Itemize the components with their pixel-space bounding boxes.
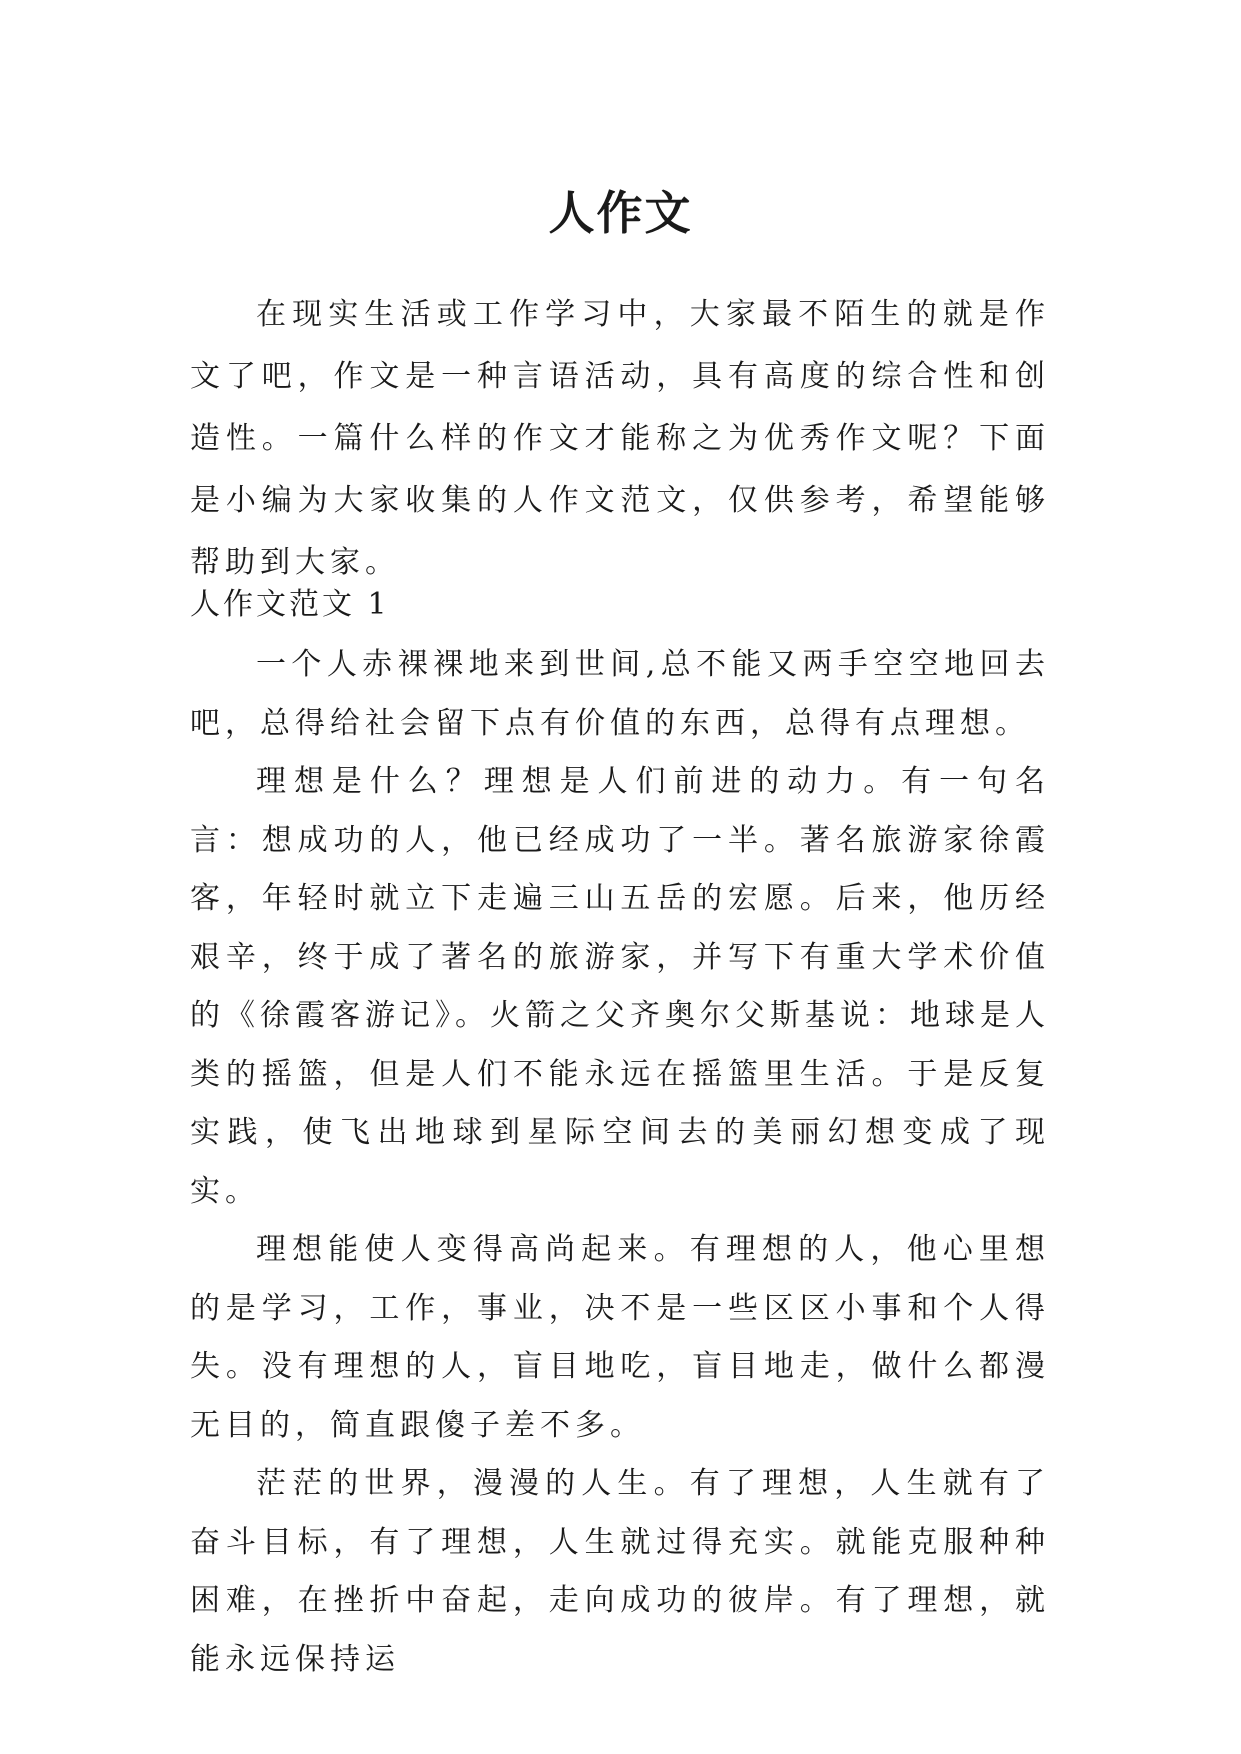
section-heading: 人作文范文 1: [190, 587, 390, 622]
body-paragraph: 理想能使人变得高尚起来。有理想的人，他心里想的是学习，工作，事业，决不是一些区区小事和个人得失。没有理想的人，盲目地吃，盲目地走，做什么都漫无目的，简直跟傻子差不多。: [190, 1232, 1050, 1443]
body-paragraph: 理想是什么？理想是人们前进的动力。有一句名言：想成功的人，他已经成功了一半。著名旅游家徐霞客，年轻时就立下走遍三山五岳的宏愿。后来，他历经艰辛，终于成了著名的旅游家，并写下有重大学术价值的《徐霞客游记》。火箭之父齐奥尔父斯基说：地球是人类的摇篮，但是人们不能永远在摇篮里生活。于是反复实践，使飞出地球到星际空间去的美丽幻想变成了现实。: [190, 764, 1050, 1209]
document-title: 人作文: [548, 185, 693, 240]
body-paragraph: 茫茫的世界，漫漫的人生。有了理想，人生就有了奋斗目标，有了理想，人生就过得充实。就能克服种种困难，在挫折中奋起，走向成功的彼岸。有了理想，就能永远保持运: [190, 1466, 1050, 1677]
intro-paragraph: 在现实生活或工作学习中，大家最不陌生的就是作文了吧，作文是一种言语活动，具有高度的综合性和创造性。一篇什么样的作文才能称之为优秀作文呢？下面是小编为大家收集的人作文范文，仅供参考，希望能够帮助到大家。: [190, 297, 1050, 580]
essay-body: [190, 636, 1050, 1689]
body-paragraph: 一个人赤裸裸地来到世间,总不能又两手空空地回去吧，总得给社会留下点有价值的东西，总得有点理想。: [190, 647, 1050, 741]
